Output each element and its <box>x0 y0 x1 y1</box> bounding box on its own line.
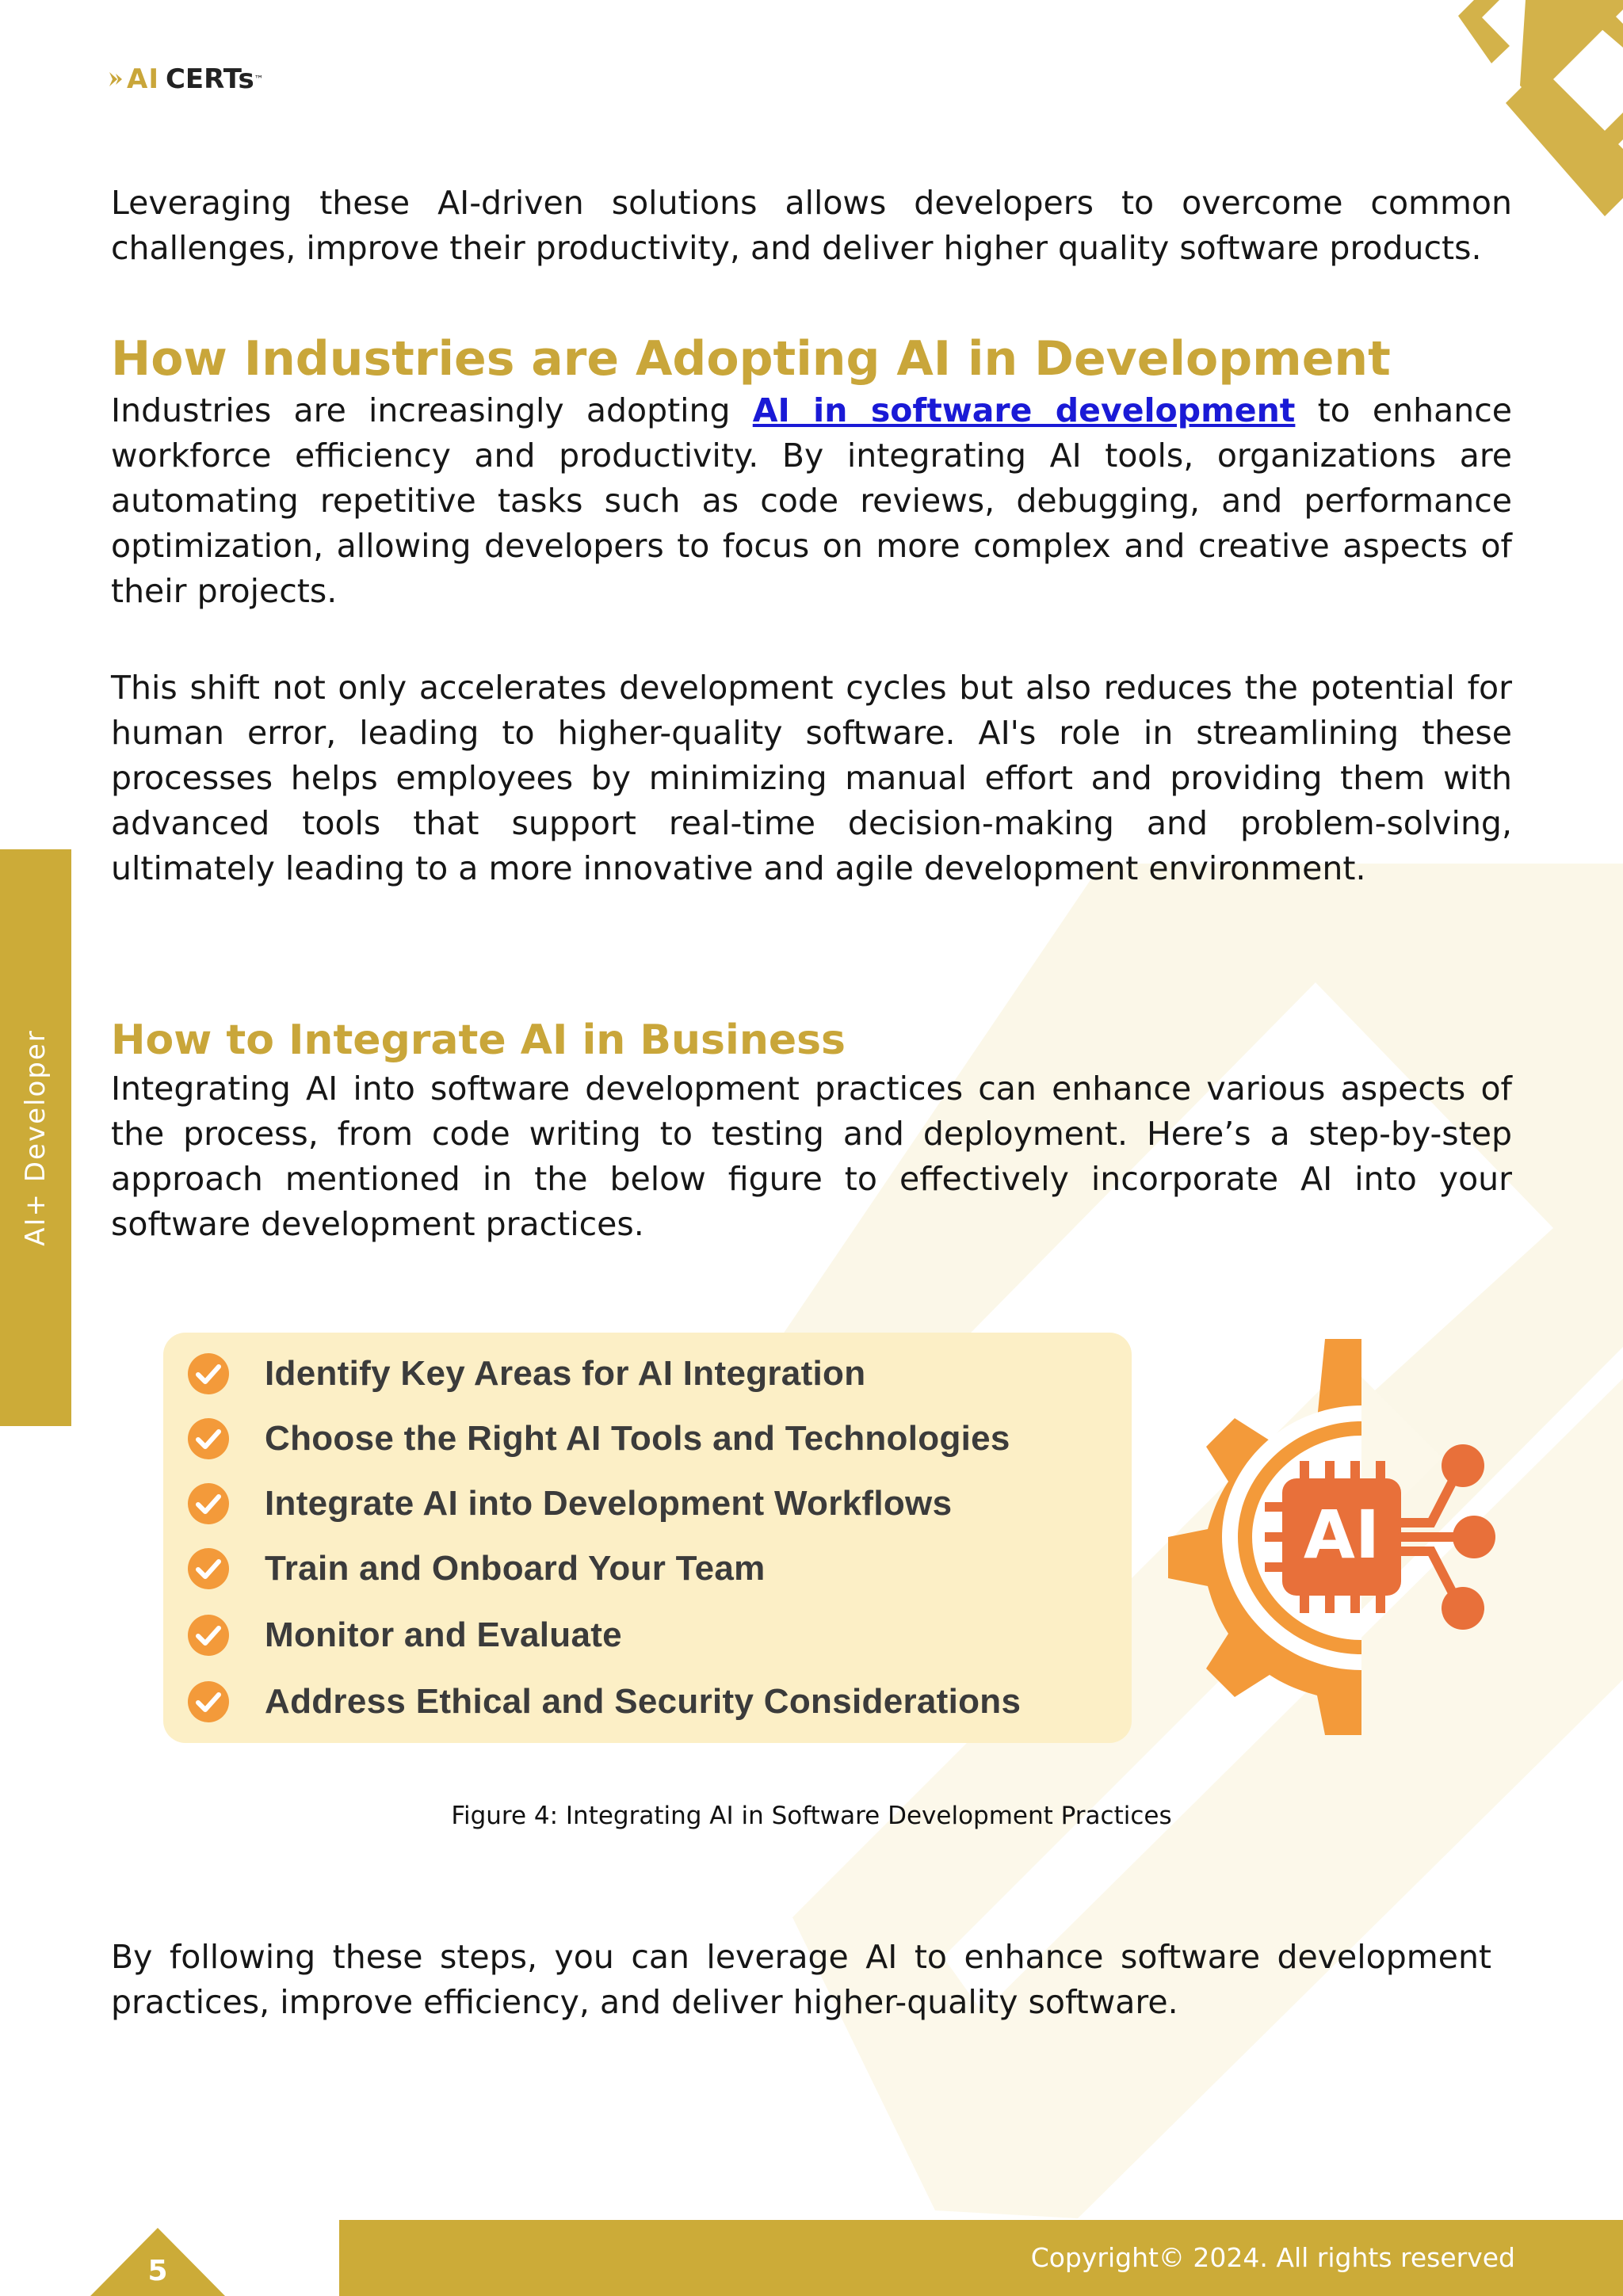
copyright-text: Copyright© 2024. All rights reserved <box>1030 2242 1515 2273</box>
step-item <box>187 1678 1021 1726</box>
section-integrate-paragraph: Integrating AI into software development practices can enhance various aspects of the process, from code writing to testing and deployment. Here’s a step-by-step approach mentioned in the below figure to effectively incorporate AI into your software development practices. <box>111 1070 1512 1243</box>
paragraph-text: Industries are increasingly adopting <box>111 391 753 429</box>
paragraph-text: to enhance workforce efficiency and productivity. By integrating AI tools, organizations are automating repetitive tasks such as code reviews, debugging, and performance optimization, allowing developers to focus on more complex and creative aspects of their projects. <box>111 391 1512 610</box>
check-circle-icon <box>187 1417 230 1460</box>
check-circle-icon <box>187 1352 230 1395</box>
step-item <box>187 1415 1010 1463</box>
integration-steps-panel <box>163 1333 1132 1743</box>
logo-trademark: ™ <box>254 74 264 85</box>
step-item <box>187 1480 952 1527</box>
section-adopting <box>111 330 1512 614</box>
side-tab-label: AI+ Developer <box>20 1029 52 1246</box>
figure-caption: Figure 4: Integrating AI in Software Development Practices <box>451 1802 1172 1830</box>
aicerts-logo <box>109 62 264 97</box>
section-adopting-paragraph-1 <box>111 388 1512 614</box>
page-number: 5 <box>147 2255 168 2287</box>
step-item <box>187 1611 622 1659</box>
logo-certs-text: CERTs <box>165 63 254 95</box>
section-heading-adopting: How Industries are Adopting AI in Development <box>111 331 1391 387</box>
section-heading-integrate: How to Integrate AI in Business <box>111 1016 846 1064</box>
step-label: Monitor and Evaluate <box>265 1615 622 1654</box>
check-circle-icon <box>187 1547 230 1590</box>
step-item <box>187 1545 766 1592</box>
step-label: Choose the Right AI Tools and Technologies <box>265 1419 1010 1458</box>
closing-paragraph: By following these steps, you can leverage AI to enhance software development practices, improve efficiency, and deliver higher-quality software. <box>111 1938 1491 2021</box>
side-tab <box>0 849 71 1426</box>
section-adopting-p2-block <box>111 666 1512 891</box>
step-label: Identify Key Areas for AI Integration <box>265 1354 866 1393</box>
check-circle-icon <box>187 1482 230 1525</box>
intro-paragraph: Leveraging these AI-driven solutions allows developers to overcome common challenges, improve their productivity, and deliver higher quality software products. <box>111 184 1512 267</box>
intro-block <box>111 181 1512 271</box>
check-circle-icon <box>187 1680 230 1723</box>
ai-icon-label: AI <box>1303 1496 1381 1573</box>
check-circle-icon <box>187 1614 230 1657</box>
logo-ai-text: AI <box>127 63 159 95</box>
closing-block <box>111 1935 1491 2025</box>
step-label: Train and Onboard Your Team <box>265 1549 766 1588</box>
section-integrate <box>111 1014 1512 1247</box>
step-item <box>187 1350 865 1398</box>
step-label: Address Ethical and Security Considerations <box>265 1682 1022 1721</box>
footer-bar <box>339 2220 1623 2296</box>
ai-software-development-link[interactable]: AI in software development <box>752 391 1296 429</box>
step-label: Integrate AI into Development Workflows <box>265 1484 953 1523</box>
logo-spark-icon <box>109 67 124 91</box>
ai-gear-icon <box>1149 1339 1514 1743</box>
section-adopting-paragraph-2: This shift not only accelerates development cycles but also reduces the potential for human error, leading to higher-quality software. AI's role in streamlining these processes helps employees by minimizing manual effort and providing them with advanced tools that support real-time decision-making and problem-solving, ultimately leading to a more innovative and agile development environment. <box>111 669 1512 887</box>
